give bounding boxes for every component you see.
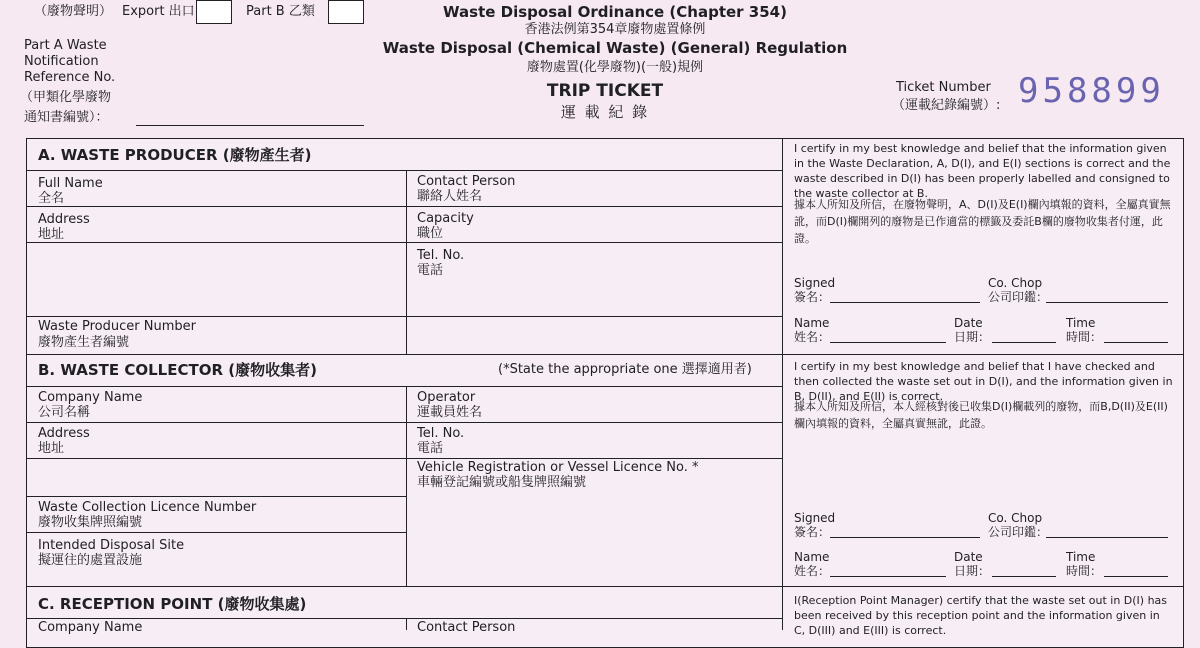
- b-chop-label-zh: 公司印鑑：: [988, 525, 1049, 539]
- a-name-label: Name: [794, 316, 830, 330]
- a-time-label-zh: 時間：: [1066, 330, 1103, 344]
- part-b-checkbox[interactable]: [328, 0, 364, 24]
- company-name-label: Company Name: [38, 390, 143, 405]
- a-name-field[interactable]: [830, 342, 946, 343]
- a-date-label: Date: [954, 316, 983, 330]
- section-a-certification-zh: 據本人所知及所信，在廢物聲明，A、D(I)及E(I)欄內填報的資料，全屬真實無訛，而D(I)欄開列的廢物是已作適當的標籤及委託B欄的廢物收集者付運，此證。: [794, 198, 1171, 245]
- b-name-label-zh: 姓名：: [794, 564, 831, 578]
- a-signed-label: Signed: [794, 276, 836, 290]
- full-name-label: Full Name: [38, 176, 103, 191]
- b-chop-label: Co. Chop: [988, 511, 1043, 525]
- part-a-label-line1: Part A Waste: [24, 38, 107, 53]
- a-chop-label-zh: 公司印鑑：: [988, 290, 1049, 304]
- section-a-certification: I certify in my best knowledge and belief that the information given in the Waste Declaration, A, D(I), and E(I) sections is correct and the waste described in D(I) has been properly labelled and consigned to the waste collector at B.: [794, 142, 1171, 200]
- ticket-number: 958899: [1018, 71, 1165, 111]
- company-name-label-zh: 公司名稱: [38, 405, 91, 420]
- b-name-label: Name: [794, 550, 830, 564]
- full-name-label-zh: 全名: [38, 191, 65, 206]
- rule: [26, 316, 782, 317]
- b-signed-label: Signed: [794, 511, 836, 525]
- rule: [26, 458, 782, 459]
- b-tel-label: Tel. No.: [417, 426, 465, 441]
- regulation-title: Waste Disposal (Chemical Waste) (General) Regulation: [382, 39, 848, 57]
- contact-person-label-zh: 聯絡人姓名: [417, 189, 483, 204]
- export-label: Export 出口: [122, 4, 195, 19]
- part-a-label-zh2: 通知書編號）：: [24, 110, 109, 125]
- section-b-certification: I certify in my best knowledge and belief that I have checked and then collected the waste set out in D(I), and the information given in B, D(II), and E(II) is correct.: [794, 360, 1173, 403]
- a-chop-field[interactable]: [1046, 302, 1168, 303]
- ticket-number-label-zh: （運載紀錄編號）:: [892, 98, 1001, 113]
- part-a-label-line2: Notification: [24, 54, 99, 69]
- rule: [26, 496, 406, 497]
- b-tel-label-zh: 電話: [417, 441, 444, 456]
- operator-label-zh: 運載員姓名: [417, 405, 483, 420]
- address-label-zh: 地址: [38, 227, 65, 242]
- a-signed-field[interactable]: [830, 302, 980, 303]
- section-a-divider: [782, 138, 783, 356]
- tel-label: Tel. No.: [417, 248, 465, 263]
- licence-number-label-zh: 廢物收集牌照編號: [38, 515, 143, 530]
- b-date-label-zh: 日期：: [954, 564, 991, 578]
- trip-ticket-title-zh: 運 載 紀 錄: [560, 103, 650, 121]
- export-checkbox[interactable]: [196, 0, 232, 24]
- b-address-label-zh: 地址: [38, 441, 65, 456]
- section-a-header: A. WASTE PRODUCER (廢物產生者): [38, 146, 312, 164]
- section-b-note: (*State the appropriate one 選擇適用者): [498, 362, 752, 377]
- section-b-divider: [782, 354, 783, 588]
- rule: [26, 206, 782, 207]
- part-a-label-line3: Reference No.: [24, 70, 116, 85]
- b-signed-field[interactable]: [830, 537, 980, 538]
- a-chop-label: Co. Chop: [988, 276, 1043, 290]
- a-date-field[interactable]: [992, 342, 1056, 343]
- a-time-field[interactable]: [1104, 342, 1168, 343]
- section-b-header: B. WASTE COLLECTOR (廢物收集者): [38, 361, 317, 379]
- section-c-certification: I(Reception Point Manager) certify that the waste set out in D(I) has been received by this reception point and the information given in C, D(III) and E(III) is correct.: [794, 594, 1168, 637]
- rule: [26, 242, 782, 243]
- disposal-site-label: Intended Disposal Site: [38, 538, 185, 553]
- section-c-mid-divider: [406, 618, 407, 630]
- rule: [26, 386, 782, 387]
- ticket-number-label: Ticket Number: [896, 80, 991, 95]
- vehicle-registration-label-zh: 車輛登記編號或船隻牌照編號: [417, 475, 587, 490]
- rule: [26, 618, 782, 619]
- capacity-label-zh: 職位: [417, 226, 444, 241]
- b-chop-field[interactable]: [1046, 537, 1168, 538]
- b-name-field[interactable]: [830, 576, 946, 577]
- rule: [26, 532, 406, 533]
- disposal-site-label-zh: 擬運往的處置設施: [38, 553, 143, 568]
- a-signed-label-zh: 簽名：: [794, 290, 831, 304]
- section-c-divider: [782, 586, 783, 630]
- contact-person-label: Contact Person: [417, 174, 516, 189]
- ordinance-title-zh: 香港法例第354章廢物處置條例: [524, 22, 706, 37]
- c-company-name-label: Company Name: [38, 620, 143, 635]
- capacity-label: Capacity: [417, 211, 474, 226]
- section-c-header: C. RECEPTION POINT (廢物收集處): [38, 595, 307, 613]
- declaration-label: （廢物聲明）: [34, 4, 113, 19]
- rule: [26, 422, 782, 423]
- licence-number-label: Waste Collection Licence Number: [38, 500, 257, 515]
- ordinance-title: Waste Disposal Ordinance (Chapter 354): [443, 3, 787, 21]
- section-b-mid-divider: [406, 386, 407, 588]
- section-b-certification-zh: 據本人所知及所信，本人經核對後已收集D(I)欄載列的廢物，而B,D(II)及E(II)欄內填報的資料，全屬真實無訛，此證。: [794, 400, 1168, 430]
- address-label: Address: [38, 212, 90, 227]
- part-a-reference-field[interactable]: [136, 125, 364, 126]
- b-signed-label-zh: 簽名：: [794, 525, 831, 539]
- producer-number-label-zh: 廢物產生者編號: [38, 335, 130, 350]
- vehicle-registration-label: Vehicle Registration or Vessel Licence No. *: [417, 460, 699, 475]
- trip-ticket-title: TRIP TICKET: [546, 81, 664, 101]
- part-a-label-zh1: （甲類化學廢物: [20, 90, 112, 105]
- tel-label-zh: 電話: [417, 263, 444, 278]
- a-date-label-zh: 日期：: [954, 330, 991, 344]
- b-date-field[interactable]: [992, 576, 1056, 577]
- b-time-label-zh: 時間：: [1066, 564, 1103, 578]
- a-name-label-zh: 姓名：: [794, 330, 831, 344]
- b-time-field[interactable]: [1104, 576, 1168, 577]
- producer-number-label: Waste Producer Number: [38, 319, 196, 334]
- part-b-label: Part B 乙類: [246, 4, 315, 19]
- b-time-label: Time: [1066, 550, 1096, 564]
- b-date-label: Date: [954, 550, 983, 564]
- a-time-label: Time: [1066, 316, 1096, 330]
- section-a-mid-divider: [406, 170, 407, 356]
- b-address-label: Address: [38, 426, 90, 441]
- c-contact-person-label: Contact Person: [417, 620, 516, 635]
- regulation-title-zh: 廢物處置(化學廢物)(一般)規例: [526, 60, 704, 75]
- operator-label: Operator: [417, 390, 476, 405]
- rule: [26, 170, 782, 171]
